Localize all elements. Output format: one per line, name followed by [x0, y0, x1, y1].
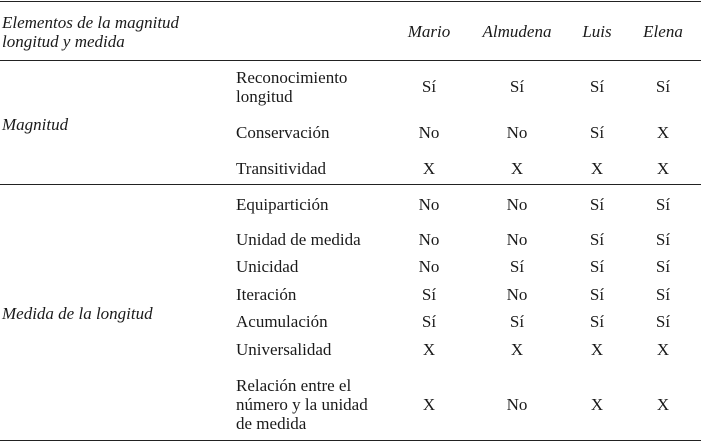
cell-value: Sí: [589, 195, 605, 214]
cell-value: X: [590, 340, 604, 359]
cell-value: Sí: [655, 285, 671, 304]
cell-value: Sí: [589, 123, 605, 142]
element-label: Unicidad: [236, 257, 299, 276]
cell-value: No: [506, 395, 528, 414]
cell-value: X: [422, 340, 436, 359]
cell-value: Sí: [589, 230, 605, 249]
cell-value: X: [656, 159, 670, 178]
cell-value: Sí: [421, 312, 437, 331]
cell-value: No: [506, 230, 528, 249]
cell-value: Sí: [655, 195, 671, 214]
header-first-col-line-2: longitud y medida: [2, 32, 125, 51]
cell-value: Sí: [589, 77, 605, 96]
cell-value: X: [590, 159, 604, 178]
cell-value: Sí: [589, 257, 605, 276]
cell-value: Sí: [509, 312, 525, 331]
header-student-almudena: Almudena: [482, 22, 552, 41]
element-label: Acumulación: [236, 312, 328, 331]
header-first-col-line-1: Elementos de la magnitud: [2, 13, 180, 32]
table-bottom-rule: [0, 440, 701, 441]
cell-value: No: [506, 123, 528, 142]
cell-value: Sí: [589, 312, 605, 331]
element-label: de medida: [236, 414, 307, 433]
cell-value: Sí: [509, 257, 525, 276]
cell-value: X: [510, 340, 524, 359]
cell-value: No: [418, 195, 440, 214]
element-label: número y la unidad: [236, 395, 368, 414]
cell-value: Sí: [421, 77, 437, 96]
header-student-elena: Elena: [643, 22, 683, 41]
cell-value: Sí: [589, 285, 605, 304]
cell-value: Sí: [655, 257, 671, 276]
element-label: Equipartición: [236, 195, 329, 214]
table-top-rule: [0, 1, 701, 2]
cell-value: X: [656, 123, 670, 142]
element-label: Relación entre el: [236, 376, 352, 395]
cell-value: X: [656, 340, 670, 359]
cell-value: Sí: [509, 77, 525, 96]
group-separator-rule: [0, 184, 701, 185]
cell-value: X: [422, 159, 436, 178]
cell-value: X: [656, 395, 670, 414]
element-label: Transitividad: [236, 159, 327, 178]
element-label: Conservación: [236, 123, 330, 142]
cell-value: No: [418, 257, 440, 276]
cell-value: No: [418, 230, 440, 249]
element-label: Unidad de medida: [236, 230, 361, 249]
header-student-mario: Mario: [407, 22, 451, 41]
cell-value: No: [506, 285, 528, 304]
element-label: Reconocimiento: [236, 68, 348, 87]
cell-value: Sí: [655, 230, 671, 249]
element-label: longitud: [236, 87, 293, 106]
element-label: Universalidad: [236, 340, 332, 359]
cell-value: No: [418, 123, 440, 142]
element-label: Iteración: [236, 285, 297, 304]
cell-value: X: [510, 159, 524, 178]
group-label-magnitud: Magnitud: [2, 115, 69, 134]
cell-value: No: [506, 195, 528, 214]
header-bottom-rule: [0, 60, 701, 61]
cell-value: X: [422, 395, 436, 414]
cell-value: Sí: [655, 312, 671, 331]
group-label-medida: Medida de la longitud: [2, 304, 153, 323]
cell-value: Sí: [421, 285, 437, 304]
cell-value: X: [590, 395, 604, 414]
cell-value: Sí: [655, 77, 671, 96]
header-student-luis: Luis: [582, 22, 612, 41]
